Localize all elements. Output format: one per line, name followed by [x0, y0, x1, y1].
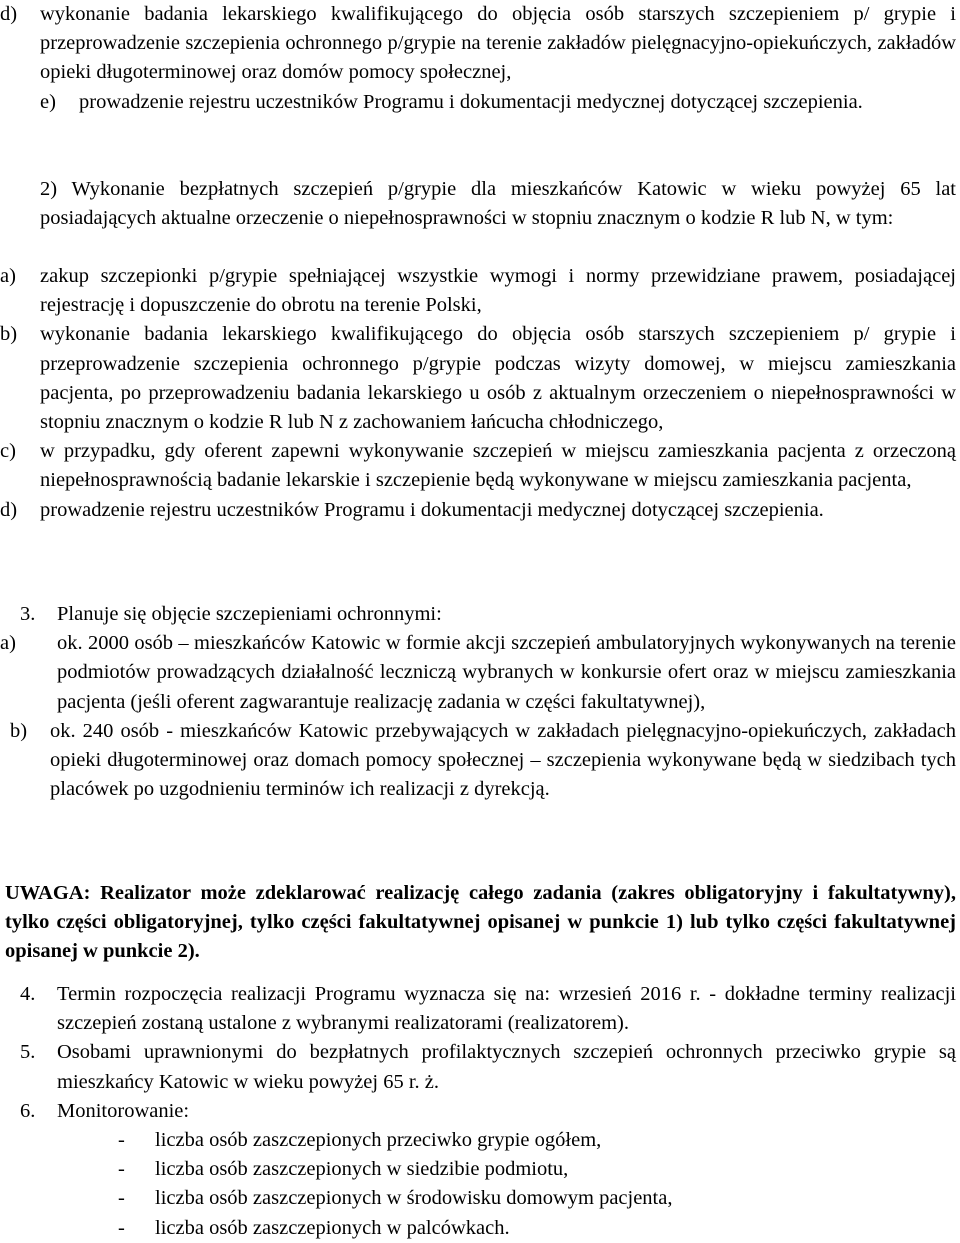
item-text: w przypadku, gdy oferent zapewni wykonywanie szczepień w miejscu zamieszkania pacjenta z orzeczoną niepełnosprawnością badanie lekarskie i szczepienie będą wykonywane w miejscu zamieszkania pacjenta,: [40, 440, 956, 492]
dash-bullet: -: [118, 1158, 125, 1181]
list-item: [0, 1184, 956, 1213]
item-text: ok. 2000 osób – mieszkańców Katowic w formie akcji szczepień ambulatoryjnych wykonywanych na terenie podmiotów prowadzących działalność leczniczą wybranych w konkursie ofert oraz w miejscu zamieszkania pacjenta (jeśli oferent zagwarantuje realizację zadania w części fakultatywnej),: [57, 632, 956, 713]
list-item: [0, 1214, 956, 1243]
section-3: [0, 600, 956, 804]
section-heading: Planuje się objęcie szczepieniami ochronnymi:: [57, 603, 442, 625]
section-3-heading: [0, 600, 956, 629]
list-item-2c: [0, 437, 956, 495]
note-block: [5, 879, 956, 967]
section-number: 3.: [20, 603, 36, 625]
item-text: wykonanie badania lekarskiego kwalifikującego do objęcia osób starszych szczepieniem p/ grypie i przeprowadzenie szczepienia ochronnego p/grypie na terenie zakładów pielęgnacyjno-opiekuńczych, zakładów opieki długoterminowej oraz domów pomocy społecznej,: [40, 3, 956, 84]
item-text: prowadzenie rejestru uczestników Programu i dokumentacji medycznej dotyczącej szczepienia.: [40, 498, 824, 521]
section-4: [0, 980, 956, 1038]
item-text: ok. 240 osób - mieszkańców Katowic przebywających w zakładach pielęgnacyjno-opiekuńczych, zakładach opieki długoterminowej oraz domach pomocy społecznej – szczepienia wykonywane będą w siedzibach tych placówek po uzgodnieniu terminów ich realizacji z dyrekcją.: [50, 719, 956, 801]
list-item-text: liczba osób zaszczepionych w siedzibie podmiotu,: [155, 1158, 569, 1181]
item-label: d): [0, 3, 18, 25]
list-item-text: liczba osób zaszczepionych w palcówkach.: [155, 1216, 510, 1239]
item-label: d): [0, 498, 18, 521]
list-item-1d: [0, 0, 956, 88]
item-label: c): [0, 440, 16, 463]
list-item-2b: [0, 320, 956, 437]
section-1-continuation: [0, 0, 956, 117]
item-label: a): [0, 632, 16, 655]
section-5: [0, 1038, 956, 1096]
item-label: b): [10, 719, 28, 742]
list-item-2d: [0, 496, 956, 525]
section-text: Osobami uprawnionymi do bezpłatnych profilaktycznych szczepień ochronnych przeciwko grypie są mieszkańcy Katowic w wieku powyżej 65 r. ż.: [57, 1041, 956, 1093]
list-item-text: liczba osób zaszczepionych przeciwko grypie ogółem,: [155, 1129, 602, 1152]
list-item-text: liczba osób zaszczepionych w środowisku domowym pacjenta,: [155, 1187, 673, 1210]
list-item-3b: [0, 717, 956, 805]
section-2-intro: 2) Wykonanie bezpłatnych szczepień p/grypie dla mieszkańców Katowic w wieku powyżej 65 lat posiadających aktualne orzeczenie o niepełnosprawności w stopniu znacznym o kodzie R lub N, w tym:: [40, 178, 956, 230]
section-4-6: [0, 980, 956, 1243]
list-item-1e: [40, 88, 956, 117]
dash-bullet: -: [118, 1187, 125, 1210]
item-text: zakup szczepionki p/grypie spełniającej wszystkie wymogi i normy przewidziane prawem, posiadającej rejestrację i dopuszczenie do obrotu na terenie Polski,: [40, 265, 956, 317]
monitoring-list: [0, 1126, 956, 1243]
item-text: wykonanie badania lekarskiego kwalifikującego do objęcia osób starszych szczepieniem p/ grypie i przeprowadzenie szczepienia ochronnego p/grypie podczas wizyty domowej, w miejscu zamieszkania pacjenta, po przeprowadzeniu badania lekarskiego u osób z aktualnym orzeczeniem o niepełnosprawności w stopniu znacznym o kodzie R lub N z zachowaniem łańcucha chłodniczego,: [40, 323, 956, 434]
item-label: b): [0, 323, 18, 346]
section-heading: Monitorowanie:: [57, 1099, 190, 1122]
dash-bullet: -: [118, 1129, 125, 1152]
section-number: 5.: [20, 1041, 36, 1064]
note-text: UWAGA: Realizator może zdeklarować realizację całego zadania (zakres obligatoryjny i fakultatywny), tylko części obligatoryjnej, tylko części fakultatywnej opisanej w punkcie 1) lub tylko części fakultatywnej opisanej w punkcie 2).: [5, 882, 956, 963]
section-text: Termin rozpoczęcia realizacji Programu wyznacza się na: wrzesień 2016 r. - dokładne terminy realizacji szczepień zostaną ustalone z wybranymi realizatorami (realizatorem).: [57, 983, 956, 1035]
list-item-3a: [0, 629, 956, 717]
list-item-2a: [0, 262, 956, 320]
section-6-heading: [0, 1097, 956, 1126]
section-2: [40, 175, 956, 233]
list-item: [0, 1155, 956, 1184]
item-text: prowadzenie rejestru uczestników Programu i dokumentacji medycznej dotyczącej szczepienia.: [79, 90, 863, 113]
section-2-items: [0, 262, 956, 525]
section-number: 6.: [20, 1099, 36, 1122]
list-item: [0, 1126, 956, 1155]
dash-bullet: -: [118, 1216, 125, 1239]
section-number: 4.: [20, 983, 36, 1005]
item-label: a): [0, 265, 16, 287]
item-label: e): [40, 90, 56, 113]
